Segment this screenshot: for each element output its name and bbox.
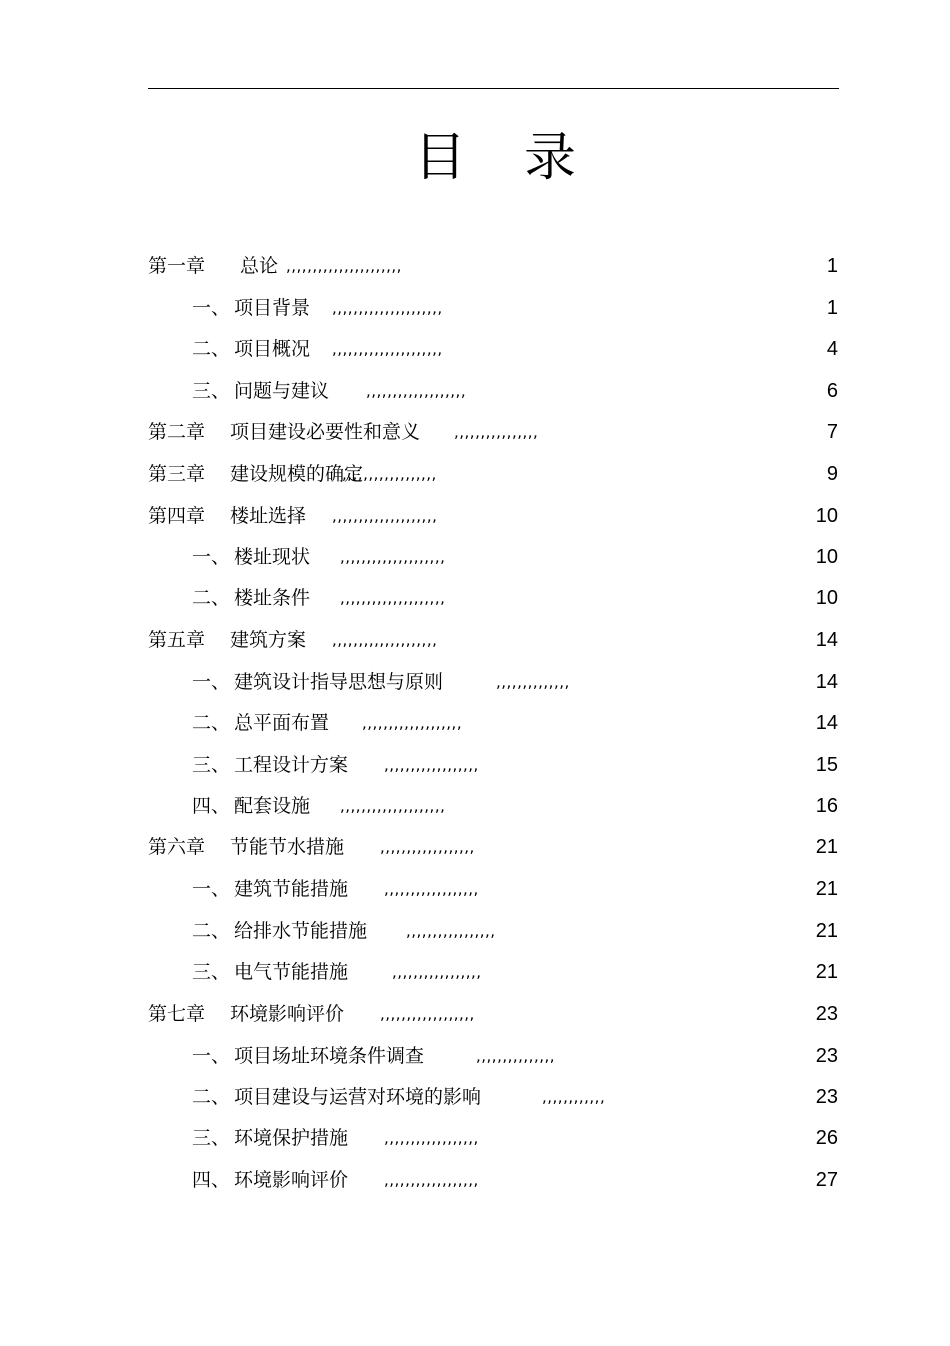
toc-leader: ,,,,,,,,,,,,,,,,,,,, (332, 631, 438, 649)
toc-chapter-entry[interactable] (148, 625, 838, 655)
toc-leader: ,,,,,,,,,,,,,,,,,,, (366, 382, 467, 400)
toc-leader: ,,,,,,,,,,,, (542, 1088, 606, 1106)
toc-leader: ,,,,,,,,,,,,,,,, (454, 423, 539, 441)
toc-entry-number: 第五章 (148, 629, 206, 651)
toc-section-entry[interactable] (148, 1041, 838, 1071)
toc-leader: ,,,,,,,,,,,,,,,,,,,,,, (286, 257, 402, 275)
toc-entry-title: 建设规模的确定 (230, 463, 364, 485)
toc-chapter-entry[interactable] (148, 459, 838, 489)
toc-entry-number: 二、 (192, 587, 231, 609)
toc-page-number: 21 (815, 836, 838, 858)
toc-page-number: 4 (826, 338, 838, 360)
toc-page-number: 10 (815, 505, 838, 527)
toc-leader: ,,,,,,,,,,,,,,,,,,, (362, 714, 463, 732)
toc-leader: ,,,,,,,,,,,,,,,,,,,, (340, 548, 446, 566)
toc-entry-title: 总平面布置 (234, 712, 330, 734)
toc-entry-number: 二、 (192, 712, 231, 734)
toc-leader: ,,,,,,,,,,,,,,,,,, (380, 1005, 475, 1023)
toc-leader: ,,,,,,,,,,,,,, (496, 673, 570, 691)
toc-section-entry[interactable] (148, 583, 838, 613)
toc-page-number: 14 (815, 671, 838, 693)
toc-entry-title: 楼址条件 (234, 587, 311, 609)
toc-leader: ,,,,,,,,,,,,,,,,,,,, (340, 589, 446, 607)
toc-page-number: 21 (815, 961, 838, 983)
toc-leader: ,,,,,,,,,,,,,,, (476, 1047, 556, 1065)
toc-leader: ,,,,,,,,,,,,,,,,, (406, 922, 496, 940)
toc-entry-title: 项目建设必要性和意义 (230, 421, 421, 443)
toc-leader: ,,,,,,,,,,,,,,,,,,,,, (332, 340, 443, 358)
toc-entry-number: 三、 (192, 1127, 231, 1149)
toc-entry-title: 工程设计方案 (234, 754, 349, 776)
toc-leader: ,,,,,,,,,,,,,,,,,,,, (340, 797, 446, 815)
toc-section-entry[interactable] (148, 1123, 838, 1153)
toc-entry-number: 一、 (192, 671, 231, 693)
toc-leader: ,,,,,,,,,,,,,,,,,,,,, (332, 299, 443, 317)
toc-section-entry[interactable] (148, 957, 838, 987)
toc-entry-number: 二、 (192, 920, 231, 942)
toc-leader: ,,,,,,,,,,,,,,,,, (392, 963, 482, 981)
toc-section-entry[interactable] (148, 334, 838, 364)
toc-page-number: 14 (815, 629, 838, 651)
toc-page-number: 21 (815, 878, 838, 900)
toc-page-number: 23 (815, 1003, 838, 1025)
toc-entry-number: 一、 (192, 878, 231, 900)
toc-chapter-entry[interactable] (148, 501, 838, 531)
toc-entry-title: 配套设施 (234, 795, 311, 817)
toc-page-number: 7 (826, 421, 838, 443)
toc-page-number: 9 (826, 463, 838, 485)
toc-section-entry[interactable] (148, 750, 838, 780)
toc-entry-number: 第三章 (148, 463, 206, 485)
toc-chapter-entry[interactable] (148, 417, 838, 447)
toc-page-number: 27 (815, 1169, 838, 1191)
toc-entry-title: 节能节水措施 (230, 836, 345, 858)
toc-page-number: 1 (826, 297, 838, 319)
toc-page-number: 1 (826, 255, 838, 277)
toc-page-number: 23 (815, 1086, 838, 1108)
toc-page-number: 15 (815, 754, 838, 776)
toc-page-number: 10 (815, 587, 838, 609)
page-title-char: 录 (524, 128, 577, 188)
toc-section-entry[interactable] (148, 708, 838, 738)
toc-section-entry[interactable] (148, 916, 838, 946)
toc-entry-title: 楼址现状 (234, 546, 311, 568)
toc-entry-title: 项目场址环境条件调查 (234, 1045, 425, 1067)
toc-entry-number: 第六章 (148, 836, 206, 858)
toc-entry-title: 楼址选择 (230, 505, 307, 527)
toc-page-number: 26 (815, 1127, 838, 1149)
toc-entry-number: 四、 (192, 1169, 231, 1191)
toc-entry-number: 一、 (192, 546, 231, 568)
toc-entry-number: 第七章 (148, 1003, 206, 1025)
toc-entry-title: 环境影响评价 (230, 1003, 345, 1025)
toc-entry-title: 建筑设计指导思想与原则 (234, 671, 444, 693)
toc-leader: ,,,,,,,,,,,,,,,,,, (380, 838, 475, 856)
toc-section-entry[interactable] (148, 791, 838, 821)
toc-entry-number: 一、 (192, 297, 231, 319)
toc-leader: ,,,,,,,,,,,,,,,,,, (342, 465, 437, 483)
toc-entry-number: 第一章 (148, 255, 206, 277)
toc-page-number: 10 (815, 546, 838, 568)
page-title-char: 目 (413, 128, 466, 188)
toc-page-number: 16 (815, 795, 838, 817)
toc-entry-number: 三、 (192, 380, 231, 402)
toc-entry-number: 二、 (192, 1086, 231, 1108)
toc-section-entry[interactable] (148, 667, 838, 697)
toc-entry-title: 环境影响评价 (234, 1169, 349, 1191)
toc-entry-title: 项目背景 (234, 297, 311, 319)
toc-entry-title: 建筑节能措施 (234, 878, 349, 900)
toc-entry-title: 项目概况 (234, 338, 311, 360)
toc-chapter-entry[interactable] (148, 251, 838, 281)
toc-page-number: 6 (826, 380, 838, 402)
toc-section-entry[interactable] (148, 376, 838, 406)
toc-entry-title: 总论 (240, 255, 279, 277)
toc-leader: ,,,,,,,,,,,,,,,,,, (384, 1171, 479, 1189)
toc-leader: ,,,,,,,,,,,,,,,,,,,, (332, 507, 438, 525)
toc-entry-title: 建筑方案 (230, 629, 307, 651)
toc-page-number: 14 (815, 712, 838, 734)
toc-leader: ,,,,,,,,,,,,,,,,,, (384, 756, 479, 774)
toc-entry-title: 环境保护措施 (234, 1127, 349, 1149)
toc-section-entry[interactable] (148, 542, 838, 572)
toc-leader: ,,,,,,,,,,,,,,,,,, (384, 880, 479, 898)
toc-chapter-entry[interactable] (148, 832, 838, 862)
toc-entry-number: 三、 (192, 754, 231, 776)
toc-entry-number: 第二章 (148, 421, 206, 443)
toc-entry-number: 二、 (192, 338, 231, 360)
toc-entry-number: 一、 (192, 1045, 231, 1067)
toc-chapter-entry[interactable] (148, 999, 838, 1029)
toc-entry-title: 电气节能措施 (234, 961, 349, 983)
toc-entry-title: 项目建设与运营对环境的影响 (234, 1086, 482, 1108)
toc-section-entry[interactable] (148, 1165, 838, 1195)
toc-leader: ,,,,,,,,,,,,,,,,,, (384, 1129, 479, 1147)
toc-entry-number: 第四章 (148, 505, 206, 527)
toc-entry-title: 给排水节能措施 (234, 920, 368, 942)
toc-entry-title: 问题与建议 (234, 380, 330, 402)
toc-section-entry[interactable] (148, 1082, 838, 1112)
toc-entry-number: 四、 (192, 795, 231, 817)
toc-page-number: 23 (815, 1045, 838, 1067)
toc-entry-number: 三、 (192, 961, 231, 983)
toc-section-entry[interactable] (148, 293, 838, 323)
toc-page-number: 21 (815, 920, 838, 942)
toc-section-entry[interactable] (148, 874, 838, 904)
